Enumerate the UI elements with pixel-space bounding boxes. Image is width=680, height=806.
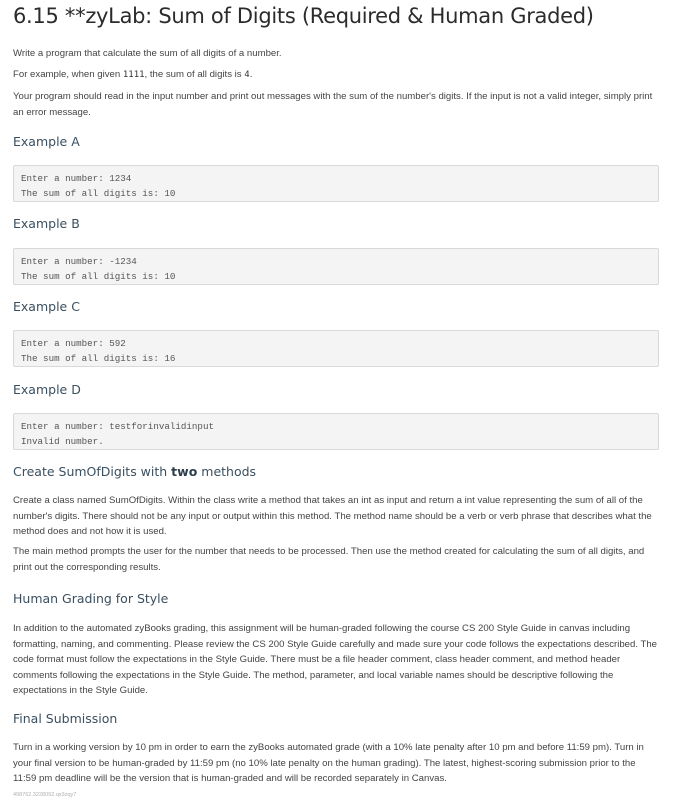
example-b-codebox [13, 248, 659, 285]
example-d-line-2: Invalid number. [21, 436, 104, 447]
example-b-heading: Example B [13, 216, 80, 231]
intro-text-3: . [249, 69, 253, 80]
intro-paragraph-2 [13, 67, 659, 84]
final-heading: Final Submission [13, 711, 118, 726]
example-a-line-1: Enter a number: 1234 [21, 173, 132, 184]
create-paragraph-2: The main method prompts the user for the number that needs to be processed. Then use the method created for calculating the sum of all digits, and print out the corresponding results. [13, 546, 645, 573]
example-d-codebox [13, 413, 659, 450]
create-heading-text-1: Create SumOfDigits with [13, 464, 172, 479]
example-c-line-2: The sum of all digits is: 16 [21, 353, 176, 364]
intro-paragraph-1: Write a program that calculate the sum of all digits of a number. [13, 48, 282, 59]
example-d-line-1: Enter a number: testforinvalidinput [21, 421, 214, 432]
page-title: 6.15 **zyLab: Sum of Digits (Required & Human Graded) [13, 4, 594, 28]
create-heading [13, 464, 256, 479]
example-d-heading: Example D [13, 382, 81, 397]
grading-heading: Human Grading for Style [13, 591, 169, 606]
example-a-codebox [13, 165, 659, 202]
create-heading-bold: two [171, 464, 198, 479]
intro-paragraph-3: Your program should read in the input number and print out messages with the sum of the number's digits. If the input is not a valid integer, simply print an error message. [13, 91, 653, 118]
intro-text-1: For example, when given [13, 69, 123, 80]
create-heading-text-2: methods [197, 464, 257, 479]
example-b-line-2: The sum of all digits is: 10 [21, 271, 176, 282]
example-a-heading: Example A [13, 134, 80, 149]
create-paragraph-1: Create a class named SumOfDigits. Within the class write a method that takes an int as input and return a int value representing the sum of all of the number's digits. There should not be any input or output within this method. The method name should be a verb or verb phrase that describes what the method does and not how it is used. [13, 495, 652, 537]
footer-id: 498762.3228092.qx3zqy7 [13, 792, 77, 798]
grading-paragraph: In addition to the automated zyBooks grading, this assignment will be human-graded following the course CS 200 Style Guide in canvas including formatting, naming, and commenting. Please review the CS 200 Style Guide carefully and made sure your code follows the expectations described. The code format must follow the expectations in the Style Guide. There must be a file header comment, class header comment, and method header comments following the expectations in the Style Guide. The method, parameter, and local variable names should be descriptive following the expectations in the Style Guide. [13, 623, 658, 696]
example-c-heading: Example C [13, 299, 80, 314]
example-c-line-1: Enter a number: 592 [21, 338, 126, 349]
example-a-line-2: The sum of all digits is: 10 [21, 188, 176, 199]
intro-text-2: , the sum of all digits is [144, 69, 245, 80]
example-b-line-1: Enter a number: -1234 [21, 256, 137, 267]
example-output-code: 4 [244, 70, 250, 80]
example-c-codebox [13, 330, 659, 367]
example-input-code: 1111 [122, 70, 145, 80]
final-paragraph: Turn in a working version by 10 pm in order to earn the zyBooks automated grade (with a 10% late penalty after 10 pm and before 11:59 pm). Turn in your final version to be human-graded by 11:59 pm (no 10% late penalty on the human grading). The latest, highest-scoring submission prior to the 11:59 pm deadline will be the version that is human-graded and will be recorded separately in Canvas. [13, 742, 644, 784]
